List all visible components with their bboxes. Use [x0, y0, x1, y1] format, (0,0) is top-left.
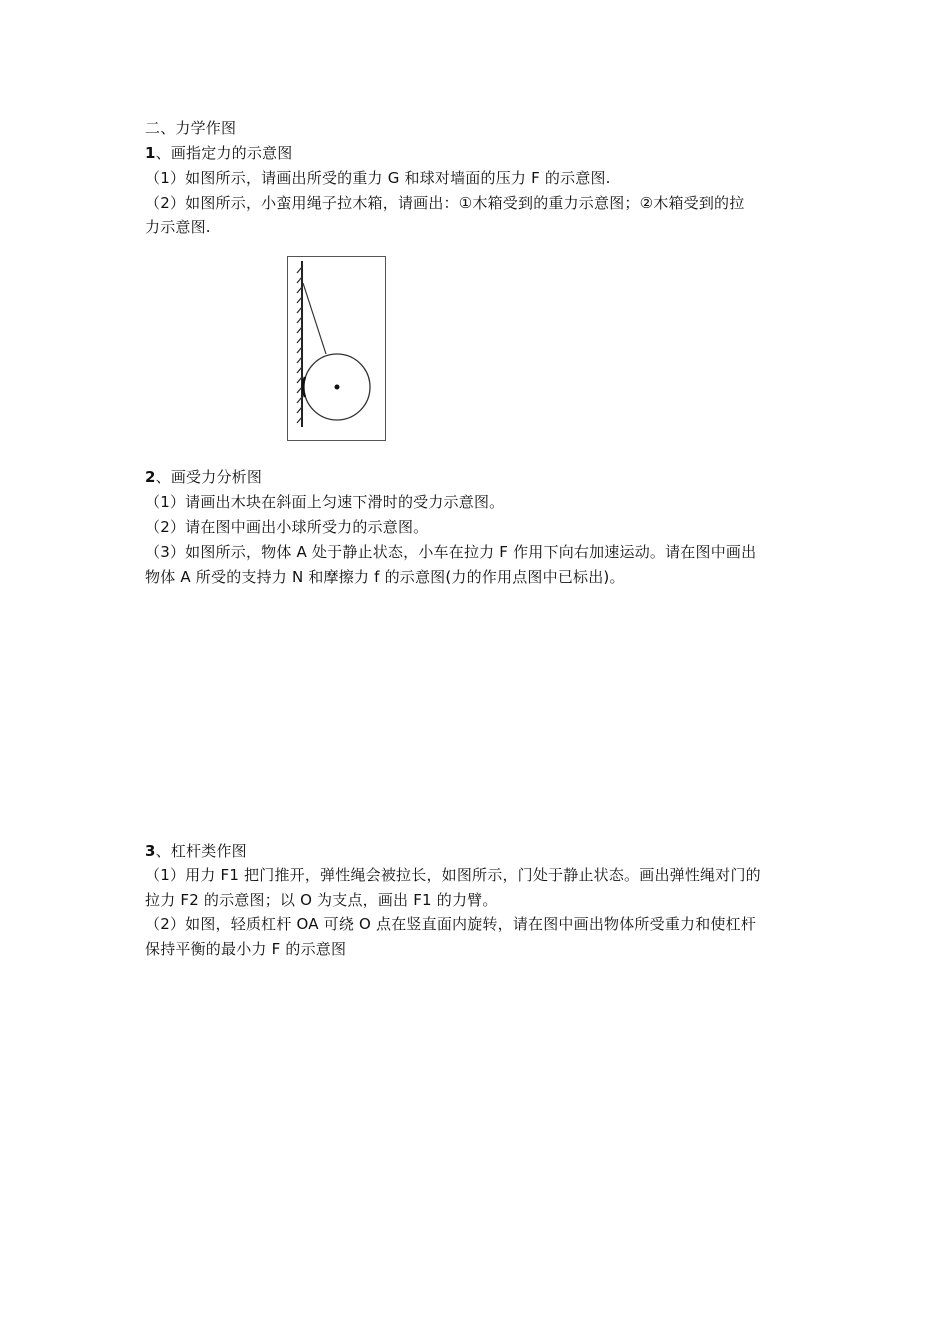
- section-1-title: 、画指定力的示意图: [155, 144, 293, 162]
- s3-question-2-line-2: 保持平衡的最小力 F 的示意图: [145, 940, 347, 958]
- section-1-heading: [145, 142, 292, 164]
- s3-question-1-line-2: 拉力 F2 的示意图；以 O 为支点，画出 F1 的力臂。: [145, 891, 498, 909]
- s2-question-2: （2）请在图中画出小球所受力的示意图。: [145, 518, 429, 536]
- s1-question-2-line-1: （2）如图所示，小蛮用绳子拉木箱，请画出：①木箱受到的重力示意图；②木箱受到的拉: [145, 194, 745, 212]
- section-2-heading: [145, 466, 262, 488]
- section-3-heading: [145, 840, 247, 862]
- s3-question-1-line-1: （1）用力 F1 把门推开，弹性绳会被拉长，如图所示，门处于静止状态。画出弹性绳对门的: [145, 866, 761, 884]
- ball-on-wall-diagram: [288, 257, 385, 440]
- section-3-title: 、杠杆类作图: [155, 842, 247, 860]
- section-2-title: 、画受力分析图: [155, 468, 263, 486]
- section-1-number: 1: [145, 144, 156, 162]
- rope-line: [303, 283, 326, 354]
- section-3-number: 3: [145, 842, 156, 860]
- ball-on-wall-figure: [287, 256, 386, 441]
- contact-mark: [303, 377, 305, 397]
- s1-question-2-line-2: 力示意图.: [145, 218, 211, 236]
- section-2-number: 2: [145, 468, 156, 486]
- s3-question-2-line-1: （2）如图，轻质杠杆 OA 可绕 O 点在竖直面内旋转，请在图中画出物体所受重力和使杠杆: [145, 915, 757, 933]
- s2-question-3-line-1: （3）如图所示，物体 A 处于静止状态，小车在拉力 F 作用下向右加速运动。请在图中画出: [145, 543, 757, 561]
- s2-question-1: （1）请画出木块在斜面上匀速下滑时的受力示意图。: [145, 493, 505, 511]
- ball-center-dot: [335, 385, 340, 390]
- section-title: 二、力学作图: [145, 119, 237, 137]
- s1-question-1: （1）如图所示，请画出所受的重力 G 和球对墙面的压力 F 的示意图.: [145, 169, 611, 187]
- s2-question-3-line-2: 物体 A 所受的支持力 N 和摩擦力 f 的示意图(力的作用点图中已标出)。: [145, 568, 625, 586]
